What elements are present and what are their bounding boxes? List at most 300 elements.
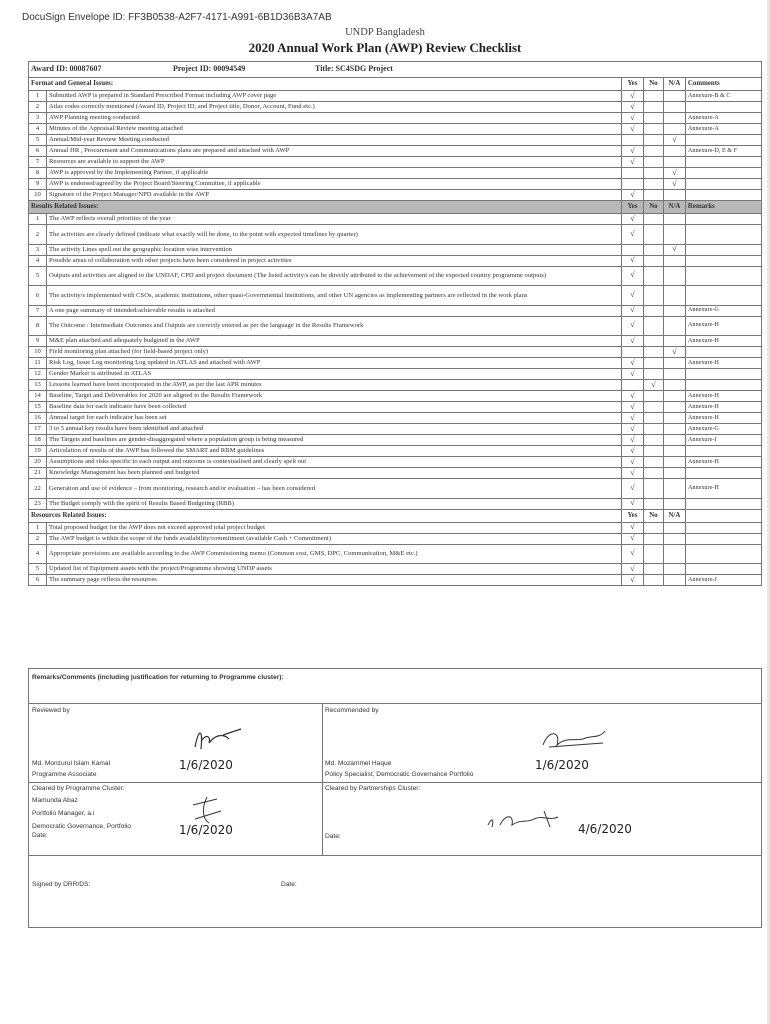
row-item-text: Knowledge Management has been planned and budgeted <box>47 468 622 479</box>
row-item-text: The AWP budget is within the scope of the funds availability/commitment (available Cash + Commitment) <box>47 533 622 544</box>
row-yes-mark: √ <box>621 102 643 113</box>
table-row <box>29 413 762 424</box>
column-no: No <box>643 78 663 91</box>
row-number: 9 <box>29 179 47 190</box>
row-na-mark <box>663 479 685 499</box>
row-na-mark <box>663 336 685 347</box>
row-yes-mark: √ <box>621 124 643 135</box>
partnerships-signature <box>484 807 574 833</box>
row-number: 8 <box>29 168 47 179</box>
column-comments: Remarks <box>685 201 761 214</box>
row-comment <box>685 255 761 266</box>
row-item-text: Submitted AWP is prepared in Standard Prescribed Format including AWP cover page <box>47 91 622 102</box>
row-comment: Annexure-H <box>685 358 761 369</box>
row-no-mark <box>643 498 663 509</box>
row-no-mark <box>643 575 663 586</box>
row-yes-mark <box>621 347 643 358</box>
row-number: 4 <box>29 255 47 266</box>
column-yes: Yes <box>621 509 643 522</box>
row-comment: Annexure-H <box>685 391 761 402</box>
row-no-mark <box>643 266 663 286</box>
row-na-mark <box>663 402 685 413</box>
row-item-text: Atlas codes correctly mentioned (Award ID, Project ID, and Project title, Donor, Account, Fund etc.) <box>47 102 622 113</box>
row-na-mark <box>663 286 685 306</box>
row-yes-mark: √ <box>621 266 643 286</box>
award-id: Award ID: 00087607 <box>31 64 102 74</box>
row-item-text: Minutes of the Appraisal/Review meeting attached <box>47 124 622 135</box>
row-na-mark <box>663 102 685 113</box>
row-item-text: Assumptions and risks specific to each output and outcome is contextualised and clearly spelt out <box>47 457 622 468</box>
cleared-programme-unit: Democratic Governance, Portfolio <box>32 823 131 830</box>
row-no-mark: √ <box>643 380 663 391</box>
row-na-mark: √ <box>663 179 685 190</box>
row-yes-mark <box>621 380 643 391</box>
row-number: 5 <box>29 266 47 286</box>
table-row <box>29 266 762 286</box>
row-no-mark <box>643 522 663 533</box>
reviewer-name: Md. Monzurul Islam Kamal <box>32 760 111 767</box>
row-number: 20 <box>29 457 47 468</box>
row-comment <box>685 102 761 113</box>
row-yes-mark: √ <box>621 533 643 544</box>
column-na: N/A <box>663 509 685 522</box>
row-no-mark <box>643 305 663 316</box>
row-na-mark <box>663 457 685 468</box>
row-number: 21 <box>29 468 47 479</box>
column-na: N/A <box>663 78 685 91</box>
table-row <box>29 347 762 358</box>
table-row <box>29 468 762 479</box>
row-no-mark <box>643 468 663 479</box>
row-no-mark <box>643 214 663 225</box>
row-item-text: Total proposed budget for the AWP does not exceed approved total project budget <box>47 522 622 533</box>
row-no-mark <box>643 402 663 413</box>
row-yes-mark: √ <box>621 413 643 424</box>
row-number: 3 <box>29 113 47 124</box>
row-yes-mark: √ <box>621 336 643 347</box>
row-item-text: 3 to 5 annual key results have been identified and attached <box>47 424 622 435</box>
table-row <box>29 91 762 102</box>
row-yes-mark: √ <box>621 358 643 369</box>
row-yes-mark: √ <box>621 286 643 306</box>
table-row <box>29 286 762 306</box>
row-na-mark <box>663 575 685 586</box>
row-yes-mark: √ <box>621 457 643 468</box>
row-yes-mark: √ <box>621 157 643 168</box>
row-number: 12 <box>29 369 47 380</box>
row-no-mark <box>643 533 663 544</box>
table-row <box>29 124 762 135</box>
row-item-text: Articulation of results of the AWP has followed the SMART and RBM guidelines <box>47 446 622 457</box>
row-na-mark <box>663 157 685 168</box>
column-yes: Yes <box>621 78 643 91</box>
row-no-mark <box>643 286 663 306</box>
row-item-text: The activity/s implemented with CSOs, academic institutions, other quasi-Governmental institutions, and other UN agencies as implementing partners are reflected in the work plans <box>47 286 622 306</box>
table-row <box>29 380 762 391</box>
row-yes-mark: √ <box>621 564 643 575</box>
row-item-text: Baseline, Target and Deliverables for 2020 are aligned to the Results Framework <box>47 391 622 402</box>
row-na-mark <box>663 305 685 316</box>
row-na-mark <box>663 266 685 286</box>
table-row <box>29 113 762 124</box>
table-row <box>29 146 762 157</box>
row-no-mark <box>643 369 663 380</box>
row-item-text: Appropriate provisions are available according to the AWP Commissioning memo (Common cost, GMS, DPC, Communication, M&E etc.) <box>47 544 622 564</box>
table-row <box>29 305 762 316</box>
row-na-mark: √ <box>663 135 685 146</box>
row-item-text: AWP is endorsed/agreed by the Project Board/Steering Committee, if applicable <box>47 179 622 190</box>
row-number: 1 <box>29 91 47 102</box>
row-no-mark <box>643 424 663 435</box>
row-comment <box>685 544 761 564</box>
cleared-programme-name: Mamunda Abaz <box>32 797 78 804</box>
row-number: 8 <box>29 316 47 336</box>
table-row <box>29 369 762 380</box>
table-row <box>29 135 762 146</box>
row-na-mark <box>663 446 685 457</box>
table-row <box>29 402 762 413</box>
row-number: 6 <box>29 146 47 157</box>
row-na-mark <box>663 91 685 102</box>
table-row <box>29 435 762 446</box>
signed-by-label: Signed by DRR/DS: <box>32 881 91 888</box>
row-yes-mark: √ <box>621 214 643 225</box>
row-comment <box>685 135 761 146</box>
row-na-mark <box>663 113 685 124</box>
row-number: 9 <box>29 336 47 347</box>
row-number: 2 <box>29 225 47 245</box>
column-no: No <box>643 201 663 214</box>
docusign-envelope-id: DocuSign Envelope ID: FF3B0538-A2F7-4171-A991-6B1D36B3A7AB <box>22 12 332 23</box>
recommender-date: 1/6/2020 <box>535 758 589 772</box>
row-yes-mark: √ <box>621 305 643 316</box>
row-item-text: Possible areas of collaboration with other projects have been considered in project activities <box>47 255 622 266</box>
row-na-mark: √ <box>663 168 685 179</box>
row-item-text: Risk Log, Issue Log monitoring Log updated in ATLAS and attached with AWP <box>47 358 622 369</box>
row-no-mark <box>643 435 663 446</box>
row-comment <box>685 369 761 380</box>
row-number: 5 <box>29 564 47 575</box>
row-comment: Annexure-G <box>685 424 761 435</box>
row-na-mark <box>663 468 685 479</box>
row-na-mark <box>663 498 685 509</box>
row-comment <box>685 347 761 358</box>
reviewer-signature <box>189 721 249 755</box>
row-number: 10 <box>29 190 47 201</box>
row-na-mark <box>663 380 685 391</box>
row-na-mark <box>663 533 685 544</box>
row-yes-mark <box>621 168 643 179</box>
row-no-mark <box>643 544 663 564</box>
row-no-mark <box>643 146 663 157</box>
row-comment: Annexure-G <box>685 305 761 316</box>
row-no-mark <box>643 91 663 102</box>
row-yes-mark: √ <box>621 225 643 245</box>
row-yes-mark: √ <box>621 468 643 479</box>
section-title: Format and General Issues: <box>29 78 622 91</box>
row-comment <box>685 564 761 575</box>
row-number: 6 <box>29 575 47 586</box>
row-comment <box>685 498 761 509</box>
row-number: 7 <box>29 305 47 316</box>
row-yes-mark: √ <box>621 391 643 402</box>
award-header-row <box>29 62 762 78</box>
row-na-mark <box>663 544 685 564</box>
row-na-mark <box>663 190 685 201</box>
row-na-mark <box>663 225 685 245</box>
recommender-name: Md. Mozammel Haque <box>325 760 392 767</box>
row-comment <box>685 244 761 255</box>
row-comment <box>685 179 761 190</box>
row-item-text: Annual HR , Procurement and Communications plans are prepared and attached with AWP <box>47 146 622 157</box>
column-comments: Comments <box>685 78 761 91</box>
table-row <box>29 179 762 190</box>
row-no-mark <box>643 124 663 135</box>
row-comment <box>685 266 761 286</box>
row-yes-mark: √ <box>621 369 643 380</box>
recommended-by-label: Recommended by <box>325 707 379 714</box>
row-no-mark <box>643 479 663 499</box>
row-no-mark <box>643 564 663 575</box>
row-yes-mark: √ <box>621 575 643 586</box>
row-comment: Annexure-H <box>685 413 761 424</box>
row-comment: Annexure-A <box>685 113 761 124</box>
section-header-row <box>29 509 762 522</box>
table-row <box>29 214 762 225</box>
column-comments <box>685 509 761 522</box>
row-no-mark <box>643 190 663 201</box>
row-item-text: The activities are clearly defined (indicate what exactly will be done, to the point with expected timelines by quarter) <box>47 225 622 245</box>
row-no-mark <box>643 446 663 457</box>
row-no-mark <box>643 347 663 358</box>
row-no-mark <box>643 168 663 179</box>
cleared-partnerships-date: 4/6/2020 <box>578 822 632 836</box>
organization-name: UNDP Bangladesh <box>345 27 425 38</box>
row-yes-mark <box>621 179 643 190</box>
row-number: 16 <box>29 413 47 424</box>
row-na-mark <box>663 369 685 380</box>
row-comment <box>685 225 761 245</box>
row-no-mark <box>643 225 663 245</box>
section-title: Results Related Issues: <box>29 201 622 214</box>
row-yes-mark: √ <box>621 498 643 509</box>
table-row <box>29 225 762 245</box>
row-no-mark <box>643 358 663 369</box>
table-row <box>29 336 762 347</box>
reviewed-by-label: Reviewed by <box>32 707 70 714</box>
row-na-mark <box>663 214 685 225</box>
table-row <box>29 190 762 201</box>
row-number: 15 <box>29 402 47 413</box>
row-number: 1 <box>29 214 47 225</box>
row-no-mark <box>643 413 663 424</box>
row-item-text: The AWP reflects overall priorities of the year <box>47 214 622 225</box>
table-row <box>29 102 762 113</box>
row-na-mark <box>663 316 685 336</box>
row-yes-mark: √ <box>621 113 643 124</box>
row-comment: Annexure-H <box>685 402 761 413</box>
row-no-mark <box>643 113 663 124</box>
reviewer-role: Programme Associate <box>32 771 97 778</box>
row-number: 10 <box>29 347 47 358</box>
row-number: 6 <box>29 286 47 306</box>
row-na-mark <box>663 146 685 157</box>
row-no-mark <box>643 457 663 468</box>
remarks-label: Remarks/Comments (including justification for returning to Programme cluster): <box>32 674 284 681</box>
row-na-mark <box>663 391 685 402</box>
row-na-mark <box>663 413 685 424</box>
row-yes-mark: √ <box>621 91 643 102</box>
review-checklist-table <box>28 61 762 586</box>
column-na: N/A <box>663 201 685 214</box>
table-row <box>29 424 762 435</box>
row-no-mark <box>643 179 663 190</box>
row-comment <box>685 522 761 533</box>
table-row <box>29 544 762 564</box>
signed-date-label: Date: <box>281 881 297 888</box>
row-item-text: Resources are available to support the AWP <box>47 157 622 168</box>
table-row <box>29 498 762 509</box>
row-item-text: The Targets and baselines are gender-disaggregated where a population group is being measured <box>47 435 622 446</box>
row-no-mark <box>643 336 663 347</box>
row-comment <box>685 286 761 306</box>
row-item-text: M&E plan attached and adequately budgeted in the AWP <box>47 336 622 347</box>
row-comment <box>685 190 761 201</box>
row-yes-mark: √ <box>621 402 643 413</box>
row-number: 23 <box>29 498 47 509</box>
row-comment <box>685 214 761 225</box>
row-no-mark <box>643 316 663 336</box>
row-yes-mark <box>621 135 643 146</box>
row-comment: Annexure-A <box>685 124 761 135</box>
row-yes-mark: √ <box>621 479 643 499</box>
row-yes-mark: √ <box>621 544 643 564</box>
table-row <box>29 446 762 457</box>
column-no: No <box>643 509 663 522</box>
row-number: 22 <box>29 479 47 499</box>
row-yes-mark: √ <box>621 190 643 201</box>
row-number: 11 <box>29 358 47 369</box>
row-na-mark <box>663 522 685 533</box>
table-row <box>29 316 762 336</box>
project-id: Project ID: 00094549 <box>173 64 246 74</box>
row-comment: Annexure-B & C <box>685 91 761 102</box>
section-header-row <box>29 78 762 91</box>
row-number: 19 <box>29 446 47 457</box>
sign-off-section <box>28 668 762 928</box>
row-number: 14 <box>29 391 47 402</box>
row-item-text: Annual target for each indicator has been set <box>47 413 622 424</box>
row-comment <box>685 168 761 179</box>
row-item-text: A one page summary of intended/achievable results is attached <box>47 305 622 316</box>
section-title: Resources Related Issues: <box>29 509 622 522</box>
programme-signature <box>187 793 227 827</box>
row-comment <box>685 446 761 457</box>
table-row <box>29 457 762 468</box>
row-number: 4 <box>29 124 47 135</box>
row-number: 7 <box>29 157 47 168</box>
table-row <box>29 575 762 586</box>
row-item-text: The activity Lines spell out the geographic location wise intervention <box>47 244 622 255</box>
row-na-mark: √ <box>663 244 685 255</box>
row-item-text: The Outcome / Intermediate Outcomes and Outputs are correctly entered as per the language in the Results Framework <box>47 316 622 336</box>
row-no-mark <box>643 244 663 255</box>
row-na-mark <box>663 255 685 266</box>
row-comment: Annexure-J <box>685 575 761 586</box>
cleared-partnerships-date-label: Date: <box>325 833 341 840</box>
row-no-mark <box>643 135 663 146</box>
table-row <box>29 157 762 168</box>
row-number: 5 <box>29 135 47 146</box>
cleared-programme-role: Portfolio Manager, a.i <box>32 810 95 817</box>
cleared-programme-date-label: Date: <box>32 832 48 839</box>
row-number: 3 <box>29 244 47 255</box>
table-row <box>29 244 762 255</box>
table-row <box>29 358 762 369</box>
table-row <box>29 168 762 179</box>
row-item-text: Lessons learned have been incorporated in the AWP, as per the last APR minutes <box>47 380 622 391</box>
reviewer-date: 1/6/2020 <box>179 758 233 772</box>
row-item-text: The summary page reflects the resources <box>47 575 622 586</box>
row-item-text: Generation and use of evidence – from monitoring, research and/or evaluation – has been considered <box>47 479 622 499</box>
row-comment: Annexure-H <box>685 457 761 468</box>
table-row <box>29 522 762 533</box>
table-row <box>29 564 762 575</box>
table-row <box>29 391 762 402</box>
divider <box>29 782 761 783</box>
row-no-mark <box>643 391 663 402</box>
row-comment <box>685 380 761 391</box>
row-na-mark <box>663 564 685 575</box>
row-item-text: Outputs and activities are aligned to the UNDAF, CPD and project document (The listed activity/s can be directly attributed to the achievement of the expected country programme outputs) <box>47 266 622 286</box>
row-comment: Annexure-H <box>685 316 761 336</box>
project-title: Title: SC4SDG Project <box>315 64 393 74</box>
table-row <box>29 533 762 544</box>
recommender-role: Policy Specialist, Democratic Governance Portfolio <box>325 771 474 778</box>
cleared-programme-label: Cleared by Programme Cluster: <box>32 785 125 792</box>
column-yes: Yes <box>621 201 643 214</box>
row-comment <box>685 157 761 168</box>
cleared-partnerships-label: Cleared by Partnerships Cluster: <box>325 785 421 792</box>
row-no-mark <box>643 255 663 266</box>
row-yes-mark: √ <box>621 435 643 446</box>
recommender-signature <box>539 725 611 753</box>
row-number: 18 <box>29 435 47 446</box>
row-number: 1 <box>29 522 47 533</box>
row-item-text: Updated list of Equipment assets with the project/Programme showing UNDP assets <box>47 564 622 575</box>
row-item-text: Baseline data for each indicator have been collected <box>47 402 622 413</box>
row-item-text: Annual/Mid-year Review Meeting conducted <box>47 135 622 146</box>
row-number: 2 <box>29 533 47 544</box>
row-item-text: Field monitoring plan attached (for field-based project only) <box>47 347 622 358</box>
row-no-mark <box>643 157 663 168</box>
divider <box>322 703 323 855</box>
row-item-text: AWP is approved by the Implementing Partner, if applicable <box>47 168 622 179</box>
row-item-text: The Budget comply with the spirit of Results Based Budgeting (RBB) <box>47 498 622 509</box>
row-yes-mark: √ <box>621 316 643 336</box>
divider <box>29 855 761 856</box>
row-na-mark: √ <box>663 347 685 358</box>
row-item-text: Gender Marker is attributed in ATLAS <box>47 369 622 380</box>
row-comment: Annexure-D, E & F <box>685 146 761 157</box>
section-header-row <box>29 201 762 214</box>
cleared-programme-date: 1/6/2020 <box>179 823 233 837</box>
row-number: 17 <box>29 424 47 435</box>
row-number: 4 <box>29 544 47 564</box>
row-number: 2 <box>29 102 47 113</box>
row-item-text: AWP Planning meeting conducted <box>47 113 622 124</box>
row-yes-mark: √ <box>621 522 643 533</box>
